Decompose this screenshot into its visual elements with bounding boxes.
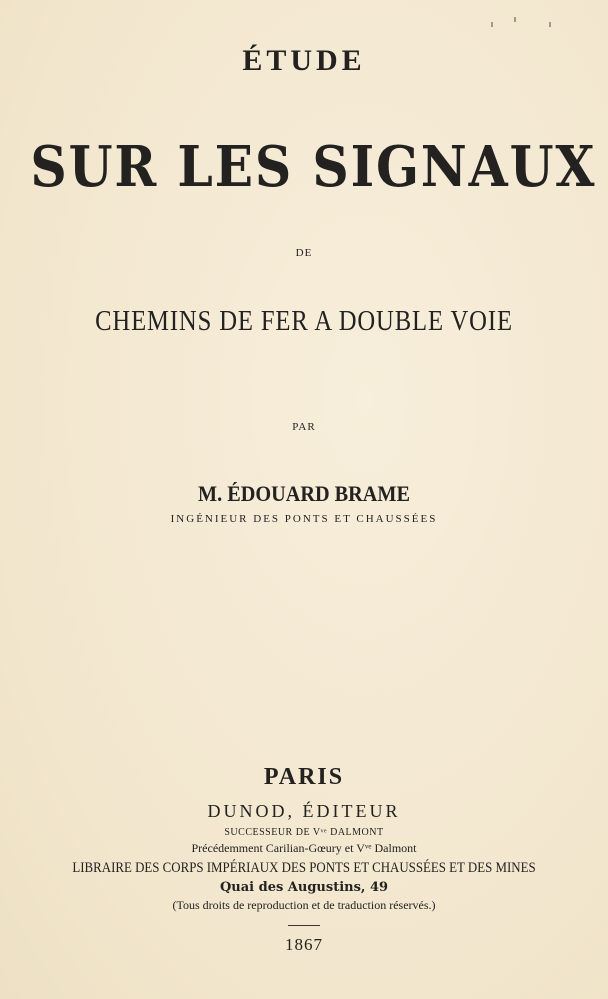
title-connector-par: PAR bbox=[292, 421, 316, 433]
author-name: M. ÉDOUARD BRAME bbox=[198, 481, 410, 506]
ink-speck bbox=[549, 22, 551, 27]
imprint-previously: Précédemment Carilian-Gœury et Vᵛᵉ Dalmont bbox=[191, 841, 417, 855]
imprint-address: Quai des Augustins, 49 bbox=[219, 880, 389, 895]
imprint-rights: (Tous droits de reproduction et de traduction réservés.) bbox=[172, 898, 436, 912]
imprint-city: PARIS bbox=[263, 764, 345, 790]
imprint-library: LIBRAIRE DES CORPS IMPÉRIAUX DES PONTS ET CHAUSSÉES ET DES MINES bbox=[72, 860, 536, 876]
book-subtitle: CHEMINS DE FER A DOUBLE VOIE bbox=[95, 306, 513, 337]
ink-speck bbox=[491, 22, 493, 27]
imprint-year: 1867 bbox=[285, 935, 323, 954]
imprint-publisher: DUNOD, ÉDITEUR bbox=[207, 801, 401, 821]
book-main-title: SUR LES SIGNAUX bbox=[30, 134, 597, 200]
book-title-etude: ÉTUDE bbox=[242, 44, 366, 77]
imprint-successor: SUCCESSEUR DE Vᵛᵉ DALMONT bbox=[224, 827, 384, 838]
title-connector-de: DE bbox=[295, 247, 313, 259]
imprint-divider bbox=[288, 925, 320, 926]
ink-speck bbox=[514, 17, 516, 22]
author-title: INGÉNIEUR DES PONTS ET CHAUSSÉES bbox=[170, 513, 438, 525]
